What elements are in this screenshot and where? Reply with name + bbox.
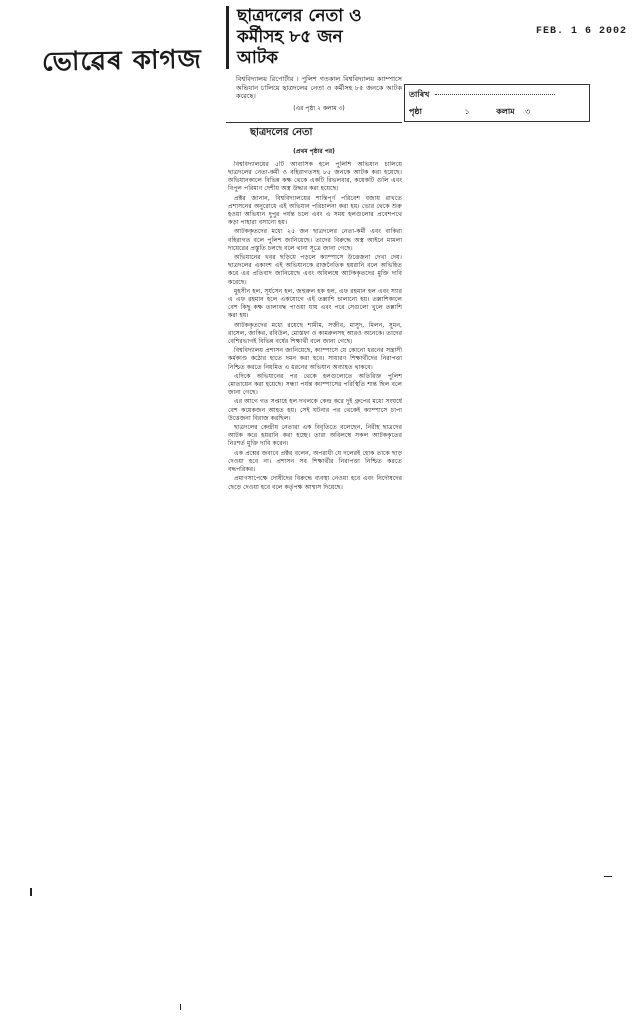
- news-clipping: [226, 6, 402, 1018]
- body-paragraph: আটককৃতদের মধ্যে ২৫ জন ছাত্রদলের নেতা-কর্মী এবং বাকিরা বহিরাগত বলে পুলিশ জানিয়েছে। তাদের বিরুদ্ধে অস্ত্র আইনে মামলা দায়েরের প্রস্তুতি চলছে বলে থানা সূত্রে জানা গেছে।: [228, 228, 402, 252]
- body-paragraph: এদিকে অভিযানের পর থেকে হলগুলোতে অতিরিক্ত পুলিশ মোতায়েন করা হয়েছে। সন্ধ্যা পর্যন্ত ক্যাম্পাসের পরিস্থিতি শান্ত ছিল বলে জানা গেছে।: [228, 372, 402, 397]
- ref-handwritten-page: ১: [464, 107, 470, 116]
- body-paragraph: এর আগে গত সপ্তাহে হল দখলকে কেন্দ্র করে দুই গ্রুপের মধ্যে সংঘর্ষে বেশ কয়েকজন আহত হয়। সেই ঘটনার পর থেকেই ক্যাম্পাসে চাপা উত্তেজনা বিরাজ করছিল।: [228, 398, 402, 422]
- headline-line: ছাত্রদলের নেতা ও: [237, 6, 362, 26]
- body-paragraph: এক প্রশ্নের জবাবে প্রক্টর বলেন, অপরাধী যে দলেরই হোক তাকে ছাড় দেওয়া হবে না। প্রশাসন সব শিক্ষার্থীর নিরাপত্তা নিশ্চিত করতে বদ্ধপরিকর।: [228, 449, 402, 474]
- article-lead: বিশ্ববিদ্যালয় রিপোর্টার । পুলিশ গতকাল বিশ্ববিদ্যালয় ক্যাম্পাসে অভিযান চালিয়ে ছাত্রদলের নেতা ও কর্মীসহ ৮৫ জনকে আটক করেছে।: [236, 75, 402, 101]
- ref-date-row: [409, 89, 555, 102]
- ref-date-label: তাৰিখ: [409, 90, 430, 99]
- body-paragraph: প্রমাণসাপেক্ষে দোষীদের বিরুদ্ধে ব্যবস্থা নেওয়া হবে এবং নির্দোষদের ছেড়ে দেওয়া হবে বলে কর্তৃপক্ষ আশ্বাস দিয়েছে।: [228, 475, 402, 491]
- continued-note: (এর পৃষ্ঠা ২ কলাম ৩): [293, 104, 345, 112]
- article-headline: [226, 6, 402, 69]
- ref-column-label: কলাম: [496, 107, 515, 116]
- body-paragraph: অভিযানের খবর ছড়িয়ে পড়লে ক্যাম্পাসে উত্তেজনা দেখা দেয়। ছাত্রদলের একাংশ এই অভিযানকে রাজনৈতিক হয়রানি বলে অভিহিত করে এর প্রতিবাদ জানিয়েছে এবং অবিলম্বে আটককৃতদের মুক্তি দাবি করেছে।: [228, 254, 402, 286]
- continuation-headline: ছাত্রদলের নেতা: [226, 122, 402, 144]
- body-paragraph: ছাত্রদলের কেন্দ্রীয় নেতারা এক বিবৃতিতে বলেছেন, নিরীহ ছাত্রদের আটক করে হয়রানি করা হচ্ছে। তারা অবিলম্বে সকল আটককৃতের নিঃশর্ত মুক্তি দাবি করেন।: [228, 424, 402, 448]
- reference-box: [404, 84, 590, 122]
- ref-date-dots: [435, 94, 555, 95]
- ref-handwritten-column: ৩: [525, 107, 531, 116]
- scan-speck: [30, 888, 32, 896]
- ref-page-row: [409, 106, 530, 119]
- body-paragraph: আটককৃতদের মধ্যে রয়েছে শামীম, সজীব, মাসুদ, মিলন, সুমন, রাসেল, জাকির, রবিউল, মোস্তফা ও কামরুলসহ আরও অনেকে। তাদের বেশিরভাগই বিভিন্ন বর্ষের শিক্ষার্থী বলে জানা গেছে।: [228, 321, 402, 346]
- scan-speck: [604, 876, 612, 877]
- headline-line: আটক: [237, 48, 278, 68]
- body-paragraph: বিশ্ববিদ্যালয়ের ৫টি আবাসিক হলে পুলিশি অভিযান চালিয়ে ছাত্রদলের নেতা-কর্মী ও বহিরাগতসহ ৮৫ জনকে আটক করা হয়েছে। অভিযানকালে বিভিন্ন কক্ষ থেকে একটি রিভলবার, কয়েকটি গুলি এবং বিপুল পরিমাণ দেশীয় অস্ত্র উদ্ধার করা হয়েছে।: [228, 160, 402, 193]
- scan-speck: [180, 1004, 181, 1010]
- date-stamp: FEB. 1 6 2002: [536, 26, 628, 37]
- newspaper-masthead: ভোৱেৰ কাগজ: [41, 44, 203, 78]
- article-body: [226, 161, 402, 1021]
- headline-line: কর্মীসহ ৮৫ জন: [237, 27, 343, 47]
- body-paragraph: বিশ্ববিদ্যালয় প্রশাসন জানিয়েছে, ক্যাম্পাসে যে কোনো ধরনের সন্ত্রাসী কর্মকাণ্ড কঠোর হাতে দমন করা হবে। সাধারণ শিক্ষার্থীদের নিরাপত্তা নিশ্চিত করতে নিয়মিত এ ধরনের অভিযান অব্যাহত থাকবে।: [228, 347, 402, 371]
- body-paragraph: মুহসীন হল, সূর্যসেন হল, জহুরুল হক হল, এফ রহমান হল এবং স্যার এ এফ রহমান হলে একযোগে এই তল্লাশি চালানো হয়। তল্লাশিকালে বেশ কিছু কক্ষ তালাবদ্ধ পাওয়া যায় এবং পরে সেগুলো খুলে তল্লাশি করা হয়।: [228, 287, 402, 320]
- from-page-note: (প্রথম পৃষ্ঠার পর): [293, 147, 335, 155]
- body-paragraph: প্রক্টর জানান, বিশ্ববিদ্যালয়ের শান্তিপূর্ণ পরিবেশ বজায় রাখতে প্রশাসনের অনুরোধে এই অভিযান পরিচালনা করা হয়। ভোর থেকে শুরু হওয়া অভিযান দুপুর পর্যন্ত চলে এবং এ সময় হলগুলোর প্রবেশপথে কড়া পাহারা বসানো হয়।: [228, 194, 402, 227]
- ref-page-label: পৃষ্ঠা: [409, 107, 422, 116]
